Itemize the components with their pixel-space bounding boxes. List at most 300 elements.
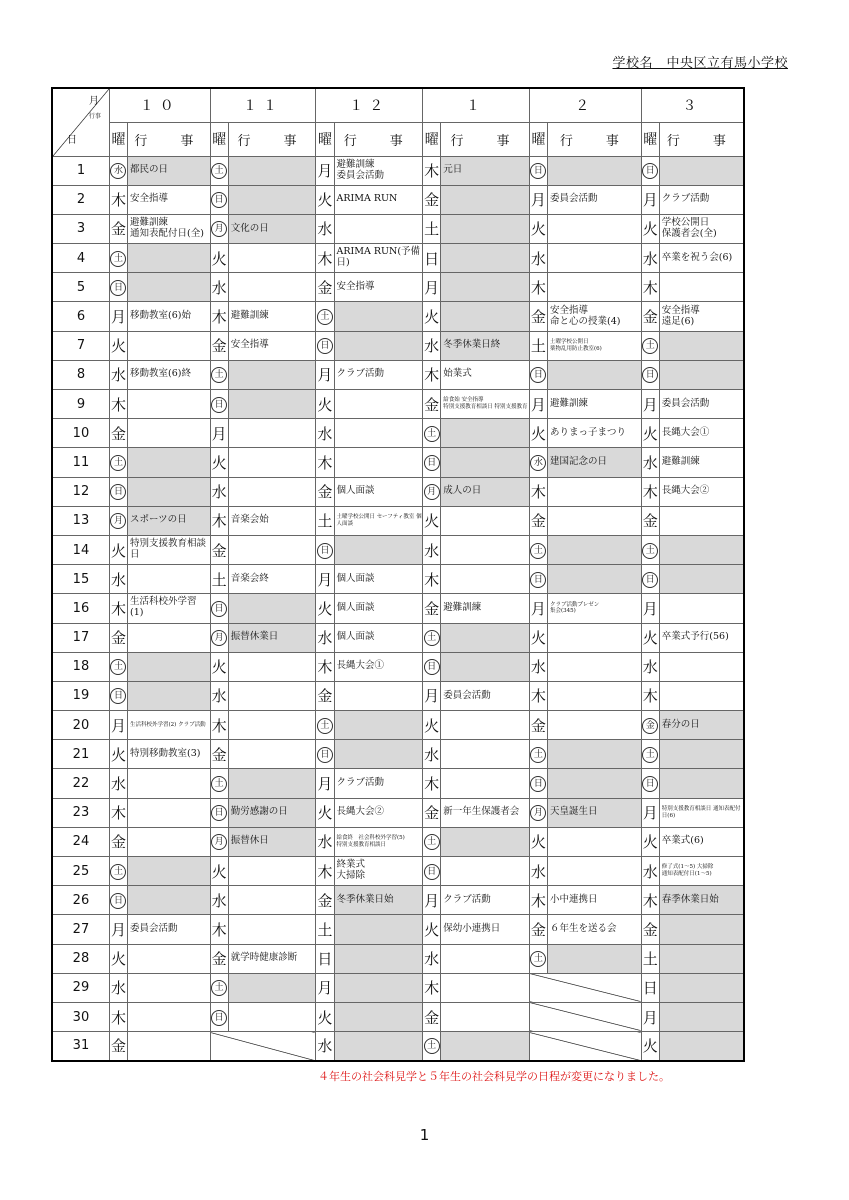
holiday-weekday-mark: 月 xyxy=(211,834,227,850)
weekday-cell xyxy=(641,769,659,798)
event-cell xyxy=(228,681,316,710)
event-cell: 特別支援教育相談日 xyxy=(128,535,211,564)
weekday-cell: 水 xyxy=(210,681,228,710)
event-cell: 個人面談 xyxy=(334,477,423,506)
event-cell: 安全指導 xyxy=(228,331,316,360)
event-cell xyxy=(659,1002,744,1031)
day-row xyxy=(52,565,744,594)
event-cell: 長縄大会① xyxy=(334,652,423,681)
weekday-cell: 水 xyxy=(316,1032,334,1061)
day-number: 5 xyxy=(52,273,109,302)
event-cell: ARIMA RUN(予備日) xyxy=(334,244,423,273)
event-cell xyxy=(441,740,530,769)
month-header: １２ xyxy=(316,88,423,122)
day-row xyxy=(52,740,744,769)
event-cell: 振替休業日 xyxy=(228,623,316,652)
event-cell: 長縄大会② xyxy=(659,477,744,506)
event-cell xyxy=(548,360,642,389)
weekday-cell: 金 xyxy=(423,390,441,419)
weekday-cell: 火 xyxy=(109,944,127,973)
weekday-cell xyxy=(109,652,127,681)
event-cell: 特別支援教育相談日 通知表配付日(6) xyxy=(659,798,744,827)
event-cell: ありまっ子まつり xyxy=(548,419,642,448)
day-number: 12 xyxy=(52,477,109,506)
weekday-cell: 水 xyxy=(641,244,659,273)
event-cell: 委員会活動 xyxy=(548,185,642,214)
event-cell: 委員会活動 xyxy=(128,915,211,944)
event-cell xyxy=(128,273,211,302)
day-row xyxy=(52,419,744,448)
weekday-cell xyxy=(210,798,228,827)
day-number: 15 xyxy=(52,565,109,594)
day-row xyxy=(52,331,744,360)
event-cell xyxy=(334,711,423,740)
day-number: 14 xyxy=(52,535,109,564)
event-cell xyxy=(228,1002,316,1031)
event-cell xyxy=(441,857,530,886)
event-cell xyxy=(659,360,744,389)
event-cell xyxy=(334,448,423,477)
weekday-cell: 木 xyxy=(210,506,228,535)
weekday-cell: 月 xyxy=(529,594,547,623)
event-cell: 個人面談 xyxy=(334,623,423,652)
event-column-header: 行 事 xyxy=(228,122,316,156)
weekday-column-header: 曜 xyxy=(641,122,659,156)
event-cell xyxy=(228,156,316,185)
event-cell xyxy=(128,944,211,973)
event-cell: クラブ活動 xyxy=(334,769,423,798)
event-cell: 保幼小連携日 xyxy=(441,915,530,944)
day-row xyxy=(52,185,744,214)
weekday-cell xyxy=(109,857,127,886)
event-cell xyxy=(128,244,211,273)
event-cell xyxy=(228,477,316,506)
weekday-cell xyxy=(109,506,127,535)
weekday-cell: 土 xyxy=(210,565,228,594)
event-cell xyxy=(659,156,744,185)
weekday-cell: 金 xyxy=(529,506,547,535)
holiday-weekday-mark: 土 xyxy=(211,980,227,996)
event-column-header: 行 事 xyxy=(441,122,530,156)
day-number: 3 xyxy=(52,214,109,243)
weekday-cell: 土 xyxy=(529,331,547,360)
weekday-cell: 火 xyxy=(423,915,441,944)
event-cell xyxy=(441,623,530,652)
event-cell xyxy=(659,273,744,302)
holiday-weekday-mark: 土 xyxy=(211,163,227,179)
event-cell xyxy=(334,1032,423,1061)
day-number: 7 xyxy=(52,331,109,360)
weekday-cell: 木 xyxy=(423,360,441,389)
weekday-cell: 火 xyxy=(316,798,334,827)
event-cell xyxy=(128,681,211,710)
event-cell xyxy=(441,827,530,856)
column-header-row xyxy=(52,122,744,156)
event-cell xyxy=(659,681,744,710)
weekday-cell: 水 xyxy=(423,331,441,360)
holiday-weekday-mark: 日 xyxy=(424,864,440,880)
event-cell: 終業式 大掃除 xyxy=(334,857,423,886)
holiday-weekday-mark: 日 xyxy=(642,572,658,588)
holiday-weekday-mark: 土 xyxy=(642,747,658,763)
weekday-cell: 火 xyxy=(316,390,334,419)
event-cell xyxy=(334,944,423,973)
event-cell xyxy=(228,535,316,564)
event-cell xyxy=(128,857,211,886)
weekday-cell: 水 xyxy=(423,740,441,769)
weekday-cell: 月 xyxy=(641,1002,659,1031)
day-number: 30 xyxy=(52,1002,109,1031)
weekday-cell xyxy=(316,740,334,769)
day-row xyxy=(52,448,744,477)
weekday-cell: 水 xyxy=(210,273,228,302)
day-number: 16 xyxy=(52,594,109,623)
event-cell xyxy=(659,594,744,623)
event-cell xyxy=(441,652,530,681)
event-cell xyxy=(548,214,642,243)
weekday-cell: 金 xyxy=(316,477,334,506)
day-number: 6 xyxy=(52,302,109,331)
weekday-cell xyxy=(210,185,228,214)
weekday-cell: 水 xyxy=(423,944,441,973)
holiday-weekday-mark: 日 xyxy=(110,484,126,500)
weekday-cell xyxy=(210,390,228,419)
corner-header xyxy=(52,88,109,156)
event-cell xyxy=(659,652,744,681)
weekday-cell xyxy=(641,360,659,389)
school-name: 学校名 中央区立有馬小学校 xyxy=(612,56,788,71)
event-cell xyxy=(659,973,744,1002)
weekday-cell: 火 xyxy=(210,448,228,477)
day-number: 25 xyxy=(52,857,109,886)
weekday-cell: 金 xyxy=(316,681,334,710)
weekday-cell: 木 xyxy=(316,857,334,886)
weekday-cell: 水 xyxy=(423,535,441,564)
weekday-cell: 木 xyxy=(109,390,127,419)
event-cell xyxy=(659,535,744,564)
day-row xyxy=(52,360,744,389)
holiday-weekday-mark: 日 xyxy=(424,455,440,471)
event-cell xyxy=(441,1002,530,1031)
event-cell: 避難訓練 通知表配付日(全) xyxy=(128,214,211,243)
schedule-change-note: ４年生の社会科見学と５年生の社会科見学の日程が変更になりました。 xyxy=(318,1070,670,1083)
event-cell xyxy=(228,390,316,419)
event-cell: 安全指導 遠足(6) xyxy=(659,302,744,331)
day-number: 9 xyxy=(52,390,109,419)
weekday-cell xyxy=(210,973,228,1002)
holiday-weekday-mark: 日 xyxy=(211,805,227,821)
weekday-cell: 火 xyxy=(109,535,127,564)
weekday-cell xyxy=(641,331,659,360)
event-cell xyxy=(659,1032,744,1061)
weekday-cell: 木 xyxy=(109,1002,127,1031)
weekday-cell: 火 xyxy=(316,185,334,214)
weekday-cell: 木 xyxy=(109,594,127,623)
weekday-cell: 金 xyxy=(109,419,127,448)
weekday-cell: 金 xyxy=(210,944,228,973)
event-cell: 避難訓練 xyxy=(228,302,316,331)
weekday-cell: 水 xyxy=(529,244,547,273)
weekday-cell xyxy=(641,535,659,564)
weekday-cell: 木 xyxy=(316,244,334,273)
month-header: １１ xyxy=(210,88,316,122)
holiday-weekday-mark: 日 xyxy=(110,893,126,909)
day-number: 11 xyxy=(52,448,109,477)
event-cell: 移動教室(6)終 xyxy=(128,360,211,389)
event-cell xyxy=(548,273,642,302)
corner-day-label: 日 xyxy=(67,135,77,146)
weekday-cell: 金 xyxy=(641,915,659,944)
weekday-cell: 金 xyxy=(423,798,441,827)
weekday-cell xyxy=(641,565,659,594)
event-cell: 天皇誕生日 xyxy=(548,798,642,827)
day-number: 10 xyxy=(52,419,109,448)
weekday-cell: 水 xyxy=(316,623,334,652)
weekday-cell: 月 xyxy=(210,419,228,448)
day-number: 28 xyxy=(52,944,109,973)
event-cell xyxy=(128,331,211,360)
holiday-weekday-mark: 土 xyxy=(110,251,126,267)
event-cell xyxy=(334,973,423,1002)
month-header-row xyxy=(52,88,744,122)
day-row xyxy=(52,886,744,915)
event-cell xyxy=(228,419,316,448)
event-cell xyxy=(548,652,642,681)
month-header: １０ xyxy=(109,88,210,122)
day-row xyxy=(52,827,744,856)
weekday-cell: 月 xyxy=(109,711,127,740)
weekday-cell: 火 xyxy=(423,711,441,740)
weekday-cell: 土 xyxy=(641,944,659,973)
weekday-cell: 木 xyxy=(316,652,334,681)
holiday-weekday-mark: 土 xyxy=(424,1038,440,1054)
event-cell xyxy=(548,769,642,798)
day-number: 26 xyxy=(52,886,109,915)
weekday-cell xyxy=(109,477,127,506)
day-row xyxy=(52,594,744,623)
holiday-weekday-mark: 日 xyxy=(317,543,333,559)
event-cell: 避難訓練 xyxy=(548,390,642,419)
weekday-cell: 水 xyxy=(109,360,127,389)
event-cell: 委員会活動 xyxy=(441,681,530,710)
weekday-cell: 木 xyxy=(641,681,659,710)
day-number: 2 xyxy=(52,185,109,214)
holiday-weekday-mark: 土 xyxy=(110,864,126,880)
event-cell xyxy=(548,944,642,973)
weekday-cell: 月 xyxy=(316,156,334,185)
event-cell xyxy=(441,448,530,477)
event-cell xyxy=(548,740,642,769)
weekday-cell xyxy=(316,331,334,360)
holiday-weekday-mark: 日 xyxy=(211,1010,227,1026)
school-event-calendar xyxy=(51,87,745,1062)
event-cell xyxy=(228,594,316,623)
day-row xyxy=(52,214,744,243)
weekday-cell: 木 xyxy=(641,886,659,915)
event-cell xyxy=(548,623,642,652)
weekday-cell: 金 xyxy=(109,623,127,652)
weekday-cell xyxy=(529,740,547,769)
event-cell: ARIMA RUN xyxy=(334,185,423,214)
weekday-cell: 木 xyxy=(210,711,228,740)
event-cell xyxy=(659,740,744,769)
weekday-cell: 月 xyxy=(423,886,441,915)
weekday-cell: 木 xyxy=(423,769,441,798)
event-cell: 卒業を祝う会(6) xyxy=(659,244,744,273)
no-date-cell xyxy=(529,1032,641,1061)
day-row xyxy=(52,973,744,1002)
event-cell xyxy=(441,244,530,273)
holiday-weekday-mark: 土 xyxy=(110,455,126,471)
weekday-cell: 月 xyxy=(641,185,659,214)
event-cell xyxy=(228,740,316,769)
no-date-cell xyxy=(529,973,641,1002)
day-row xyxy=(52,1002,744,1031)
day-row xyxy=(52,535,744,564)
month-header: ３ xyxy=(641,88,744,122)
weekday-cell: 水 xyxy=(641,652,659,681)
event-cell xyxy=(548,506,642,535)
day-number: 24 xyxy=(52,827,109,856)
day-row xyxy=(52,1032,744,1061)
weekday-cell: 金 xyxy=(529,302,547,331)
weekday-cell: 土 xyxy=(316,506,334,535)
weekday-cell: 金 xyxy=(316,886,334,915)
weekday-cell: 日 xyxy=(641,973,659,1002)
event-cell: 音楽会終 xyxy=(228,565,316,594)
weekday-cell: 金 xyxy=(316,273,334,302)
event-cell xyxy=(441,185,530,214)
corner-month-label: 月 xyxy=(88,96,99,107)
weekday-cell: 金 xyxy=(109,214,127,243)
event-cell: 小中連携日 xyxy=(548,886,642,915)
weekday-cell: 火 xyxy=(316,594,334,623)
event-cell xyxy=(548,156,642,185)
weekday-cell: 木 xyxy=(423,156,441,185)
weekday-cell: 日 xyxy=(316,944,334,973)
weekday-cell xyxy=(641,711,659,740)
weekday-cell: 金 xyxy=(210,331,228,360)
holiday-weekday-mark: 土 xyxy=(424,426,440,442)
event-cell xyxy=(228,448,316,477)
event-cell: 長縄大会① xyxy=(659,419,744,448)
event-cell xyxy=(334,302,423,331)
weekday-cell xyxy=(210,623,228,652)
event-cell: 避難訓練 委員会活動 xyxy=(334,156,423,185)
event-cell xyxy=(128,419,211,448)
event-cell xyxy=(441,535,530,564)
holiday-weekday-mark: 土 xyxy=(642,338,658,354)
holiday-weekday-mark: 水 xyxy=(110,163,126,179)
weekday-cell: 金 xyxy=(529,915,547,944)
holiday-weekday-mark: 水 xyxy=(530,455,546,471)
weekday-cell xyxy=(109,244,127,273)
weekday-cell: 火 xyxy=(641,419,659,448)
event-cell xyxy=(441,214,530,243)
weekday-cell xyxy=(210,1002,228,1031)
weekday-cell xyxy=(529,448,547,477)
event-cell: 勤労感謝の日 xyxy=(228,798,316,827)
event-cell: 安全指導 xyxy=(334,273,423,302)
day-number: 21 xyxy=(52,740,109,769)
day-row xyxy=(52,769,744,798)
weekday-cell xyxy=(641,156,659,185)
weekday-cell xyxy=(423,477,441,506)
event-cell xyxy=(441,273,530,302)
event-cell xyxy=(228,244,316,273)
event-cell xyxy=(128,769,211,798)
day-number: 29 xyxy=(52,973,109,1002)
holiday-weekday-mark: 日 xyxy=(530,163,546,179)
weekday-cell: 火 xyxy=(210,652,228,681)
weekday-cell: 月 xyxy=(641,798,659,827)
weekday-cell xyxy=(109,156,127,185)
event-cell xyxy=(228,857,316,886)
event-cell xyxy=(441,506,530,535)
month-header: ２ xyxy=(529,88,641,122)
weekday-cell: 金 xyxy=(641,302,659,331)
event-cell xyxy=(228,769,316,798)
event-cell xyxy=(548,711,642,740)
weekday-cell: 火 xyxy=(641,827,659,856)
event-cell: 始業式 xyxy=(441,360,530,389)
event-cell: 生活科校外学習(2) クラブ活動 xyxy=(128,711,211,740)
weekday-cell: 金 xyxy=(109,1032,127,1061)
event-cell: クラブ活動 xyxy=(659,185,744,214)
weekday-cell xyxy=(210,769,228,798)
event-cell xyxy=(128,477,211,506)
event-cell: 土曜学校公開日 セーフティ教室 個人面談 xyxy=(334,506,423,535)
weekday-column-header: 曜 xyxy=(529,122,547,156)
weekday-cell: 土 xyxy=(316,915,334,944)
event-cell: 冬季休業日終 xyxy=(441,331,530,360)
weekday-cell xyxy=(316,302,334,331)
weekday-cell: 水 xyxy=(529,652,547,681)
event-cell xyxy=(441,302,530,331)
event-cell: クラブ活動 xyxy=(441,886,530,915)
weekday-cell: 金 xyxy=(529,711,547,740)
event-cell: 修了式(1〜5) 大掃除 通知表配付日(1〜5) xyxy=(659,857,744,886)
event-cell xyxy=(334,915,423,944)
event-cell: 安全指導 xyxy=(128,185,211,214)
holiday-weekday-mark: 土 xyxy=(530,951,546,967)
event-cell: クラブ活動プレゼン 集会(345) xyxy=(548,594,642,623)
day-row xyxy=(52,623,744,652)
day-number: 8 xyxy=(52,360,109,389)
day-number: 22 xyxy=(52,769,109,798)
event-cell xyxy=(441,973,530,1002)
weekday-column-header: 曜 xyxy=(316,122,334,156)
day-row xyxy=(52,506,744,535)
holiday-weekday-mark: 日 xyxy=(211,601,227,617)
event-cell: 新一年生保護者会 xyxy=(441,798,530,827)
weekday-cell: 月 xyxy=(529,390,547,419)
holiday-weekday-mark: 土 xyxy=(317,718,333,734)
weekday-cell: 木 xyxy=(529,273,547,302)
holiday-weekday-mark: 土 xyxy=(317,309,333,325)
weekday-cell xyxy=(316,711,334,740)
event-cell: 給食始 安全指導 特別支援教育相談日 特別支援教育 xyxy=(441,390,530,419)
weekday-cell: 水 xyxy=(109,565,127,594)
weekday-cell xyxy=(109,273,127,302)
weekday-cell xyxy=(210,156,228,185)
day-row xyxy=(52,244,744,273)
holiday-weekday-mark: 月 xyxy=(211,630,227,646)
weekday-cell xyxy=(210,214,228,243)
weekday-cell: 水 xyxy=(316,419,334,448)
event-cell xyxy=(548,827,642,856)
weekday-cell: 月 xyxy=(529,185,547,214)
